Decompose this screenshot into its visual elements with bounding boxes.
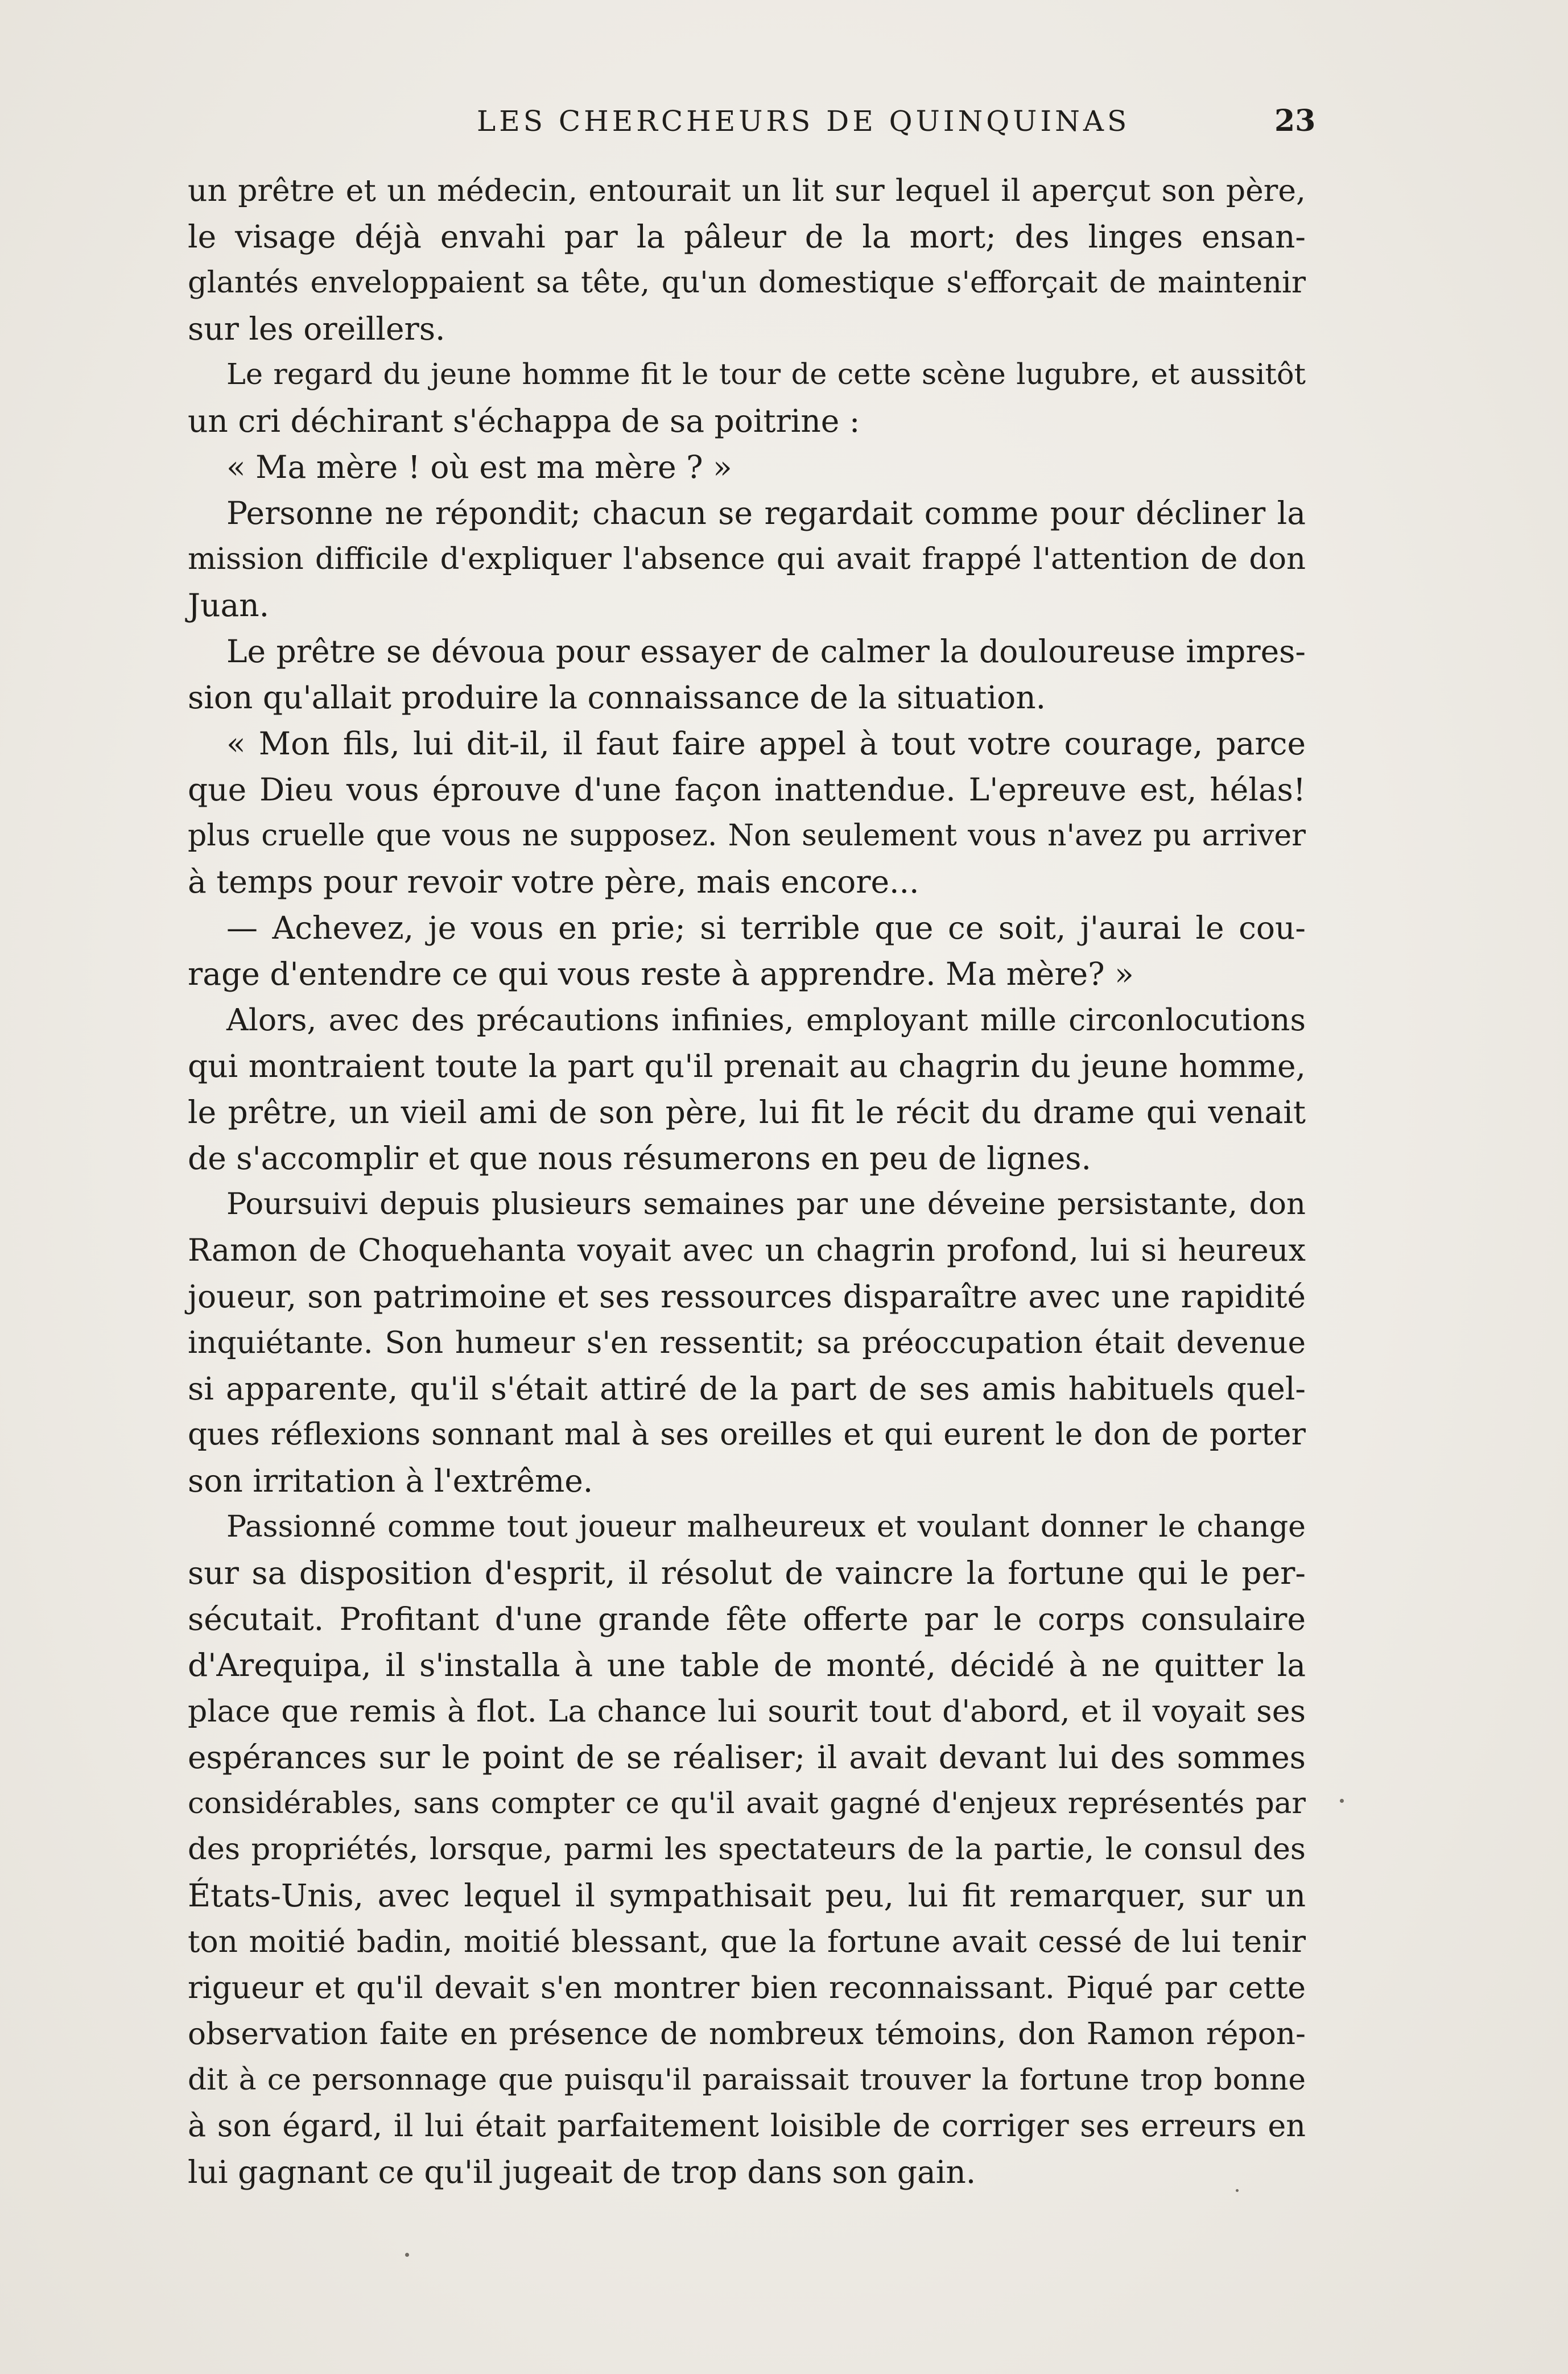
text-line: lui gagnant ce qu'il jugeait de trop dans son gain. (188, 2154, 976, 2190)
text-line: dit à ce personnage que puisqu'il paraissait trouver la fortune trop bonne (188, 2063, 1306, 2097)
text-line: rage d'entendre ce qui vous reste à apprendre. Ma mère? » (188, 956, 1134, 992)
text-line: si apparente, qu'il s'était attiré de la part de ses amis habituels quel- (188, 1370, 1306, 1407)
text-line: « Mon fils, lui dit-il, il faut faire appel à tout votre courage, parce (226, 725, 1306, 762)
text-line: inquiétante. Son humeur s'en ressentit; sa préoccupation était devenue (188, 1325, 1306, 1360)
text-line: « Ma mère ! où est ma mère ? » (226, 449, 732, 485)
text-line: plus cruelle que vous ne supposez. Non seulement vous n'avez pu arriver (188, 819, 1306, 853)
text-line: observation faite en présence de nombreux témoins, don Ramon répon- (188, 2016, 1306, 2051)
text-line: le prêtre, un vieil ami de son père, lui fit le récit du drame qui venait (188, 1094, 1306, 1130)
ink-speck (1236, 2189, 1239, 2192)
text-line: États-Unis, avec lequel il sympathisait peu, lui fit remarquer, sur un (188, 1877, 1306, 1914)
text-line: Le prêtre se dévoua pour essayer de calmer la douloureuse impres- (226, 633, 1306, 670)
text-line: que Dieu vous éprouve d'une façon inattendue. L'epreuve est, hélas! (188, 771, 1306, 808)
text-line: ton moitié badin, moitié blessant, que la fortune avait cessé de lui tenir (188, 1923, 1306, 1959)
text-line: ques réflexions sonnant mal à ses oreilles et qui eurent le don de porter (188, 1417, 1306, 1452)
text-line: à son égard, il lui était parfaitement loisible de corriger ses erreurs en (188, 2108, 1306, 2144)
text-line: joueur, son patrimoine et ses ressources disparaître avec une rapidité (188, 1278, 1306, 1315)
text-line: sur sa disposition d'esprit, il résolut de vaincre la fortune qui le per- (188, 1555, 1306, 1591)
text-line: sur les oreillers. (188, 311, 445, 347)
page-number: 23 (1274, 104, 1316, 138)
text-line: Passionné comme tout joueur malheureux et voulant donner le change (226, 1510, 1306, 1544)
text-line: un prêtre et un médecin, entourait un lit sur lequel il aperçut son père, (188, 172, 1306, 208)
ink-speck (405, 2253, 409, 2257)
text-line: Poursuivi depuis plusieurs semaines par une déveine persistante, don (226, 1187, 1306, 1221)
text-line: son irritation à l'extrême. (188, 1463, 593, 1499)
text-line: qui montraient toute la part qu'il prenait au chagrin du jeune homme, (188, 1048, 1306, 1084)
text-line: Juan. (188, 587, 270, 624)
text-line: un cri déchirant s'échappa de sa poitrine : (188, 403, 860, 439)
text-line: le visage déjà envahi par la pâleur de la mort; des linges ensan- (188, 218, 1306, 255)
text-line: à temps pour revoir votre père, mais encore... (188, 864, 919, 900)
text-line: sion qu'allait produire la connaissance de la situation. (188, 679, 1046, 716)
text-line: glantés enveloppaient sa tête, qu'un domestique s'efforçait de maintenir (188, 265, 1306, 300)
text-line: Alors, avec des précautions infinies, employant mille circonlocutions (226, 1002, 1306, 1038)
text-line: Personne ne répondit; chacun se regardait comme pour décliner la (226, 495, 1306, 531)
text-line: Ramon de Choquehanta voyait avec un chagrin profond, lui si heureux (188, 1232, 1306, 1268)
text-line: de s'accomplir et que nous résumerons en peu de lignes. (188, 1140, 1092, 1176)
text-line: mission difficile d'expliquer l'absence qui avait frappé l'attention de don (188, 542, 1306, 576)
text-line: espérances sur le point de se réaliser; il avait devant lui des sommes (188, 1739, 1306, 1776)
ink-speck (1340, 1799, 1344, 1803)
running-head (0, 101, 1568, 141)
text-line: considérables, sans compter ce qu'il avait gagné d'enjeux représentés par (188, 1786, 1306, 1820)
running-title: LES CHERCHEURS DE QUINQUINAS (477, 105, 1130, 138)
text-line: d'Arequipa, il s'installa à une table de monté, décidé à ne quitter la (188, 1647, 1306, 1683)
text-line: — Achevez, je vous en prie; si terrible que ce soit, j'aurai le cou- (226, 910, 1306, 946)
text-line: Le regard du jeune homme fit le tour de cette scène lugubre, et aussitôt (226, 358, 1306, 391)
text-line: rigueur et qu'il devait s'en montrer bien reconnaissant. Piqué par cette (188, 1970, 1306, 2005)
text-line: sécutait. Profitant d'une grande fête offerte par le corps consulaire (188, 1601, 1306, 1637)
text-line: place que remis à flot. La chance lui sourit tout d'abord, et il voyait ses (188, 1693, 1306, 1729)
text-line: des propriétés, lorsque, parmi les spectateurs de la partie, le consul des (188, 1832, 1306, 1867)
